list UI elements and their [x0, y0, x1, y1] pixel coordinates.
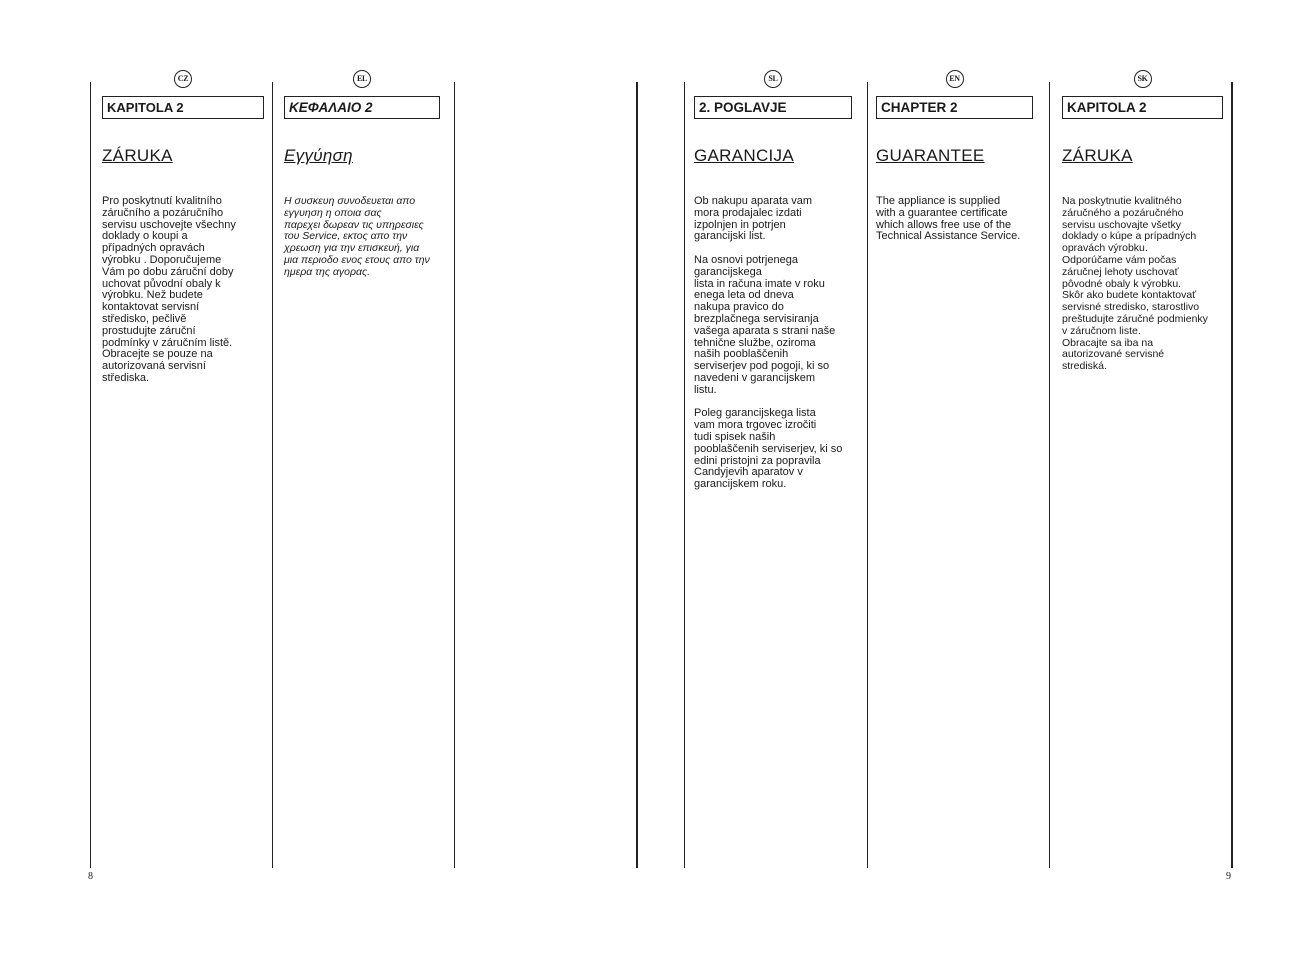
- chapter-box: 2. POGLAVJE: [694, 96, 852, 119]
- language-badge-icon: SK: [1134, 70, 1152, 88]
- section-body: Na poskytnutie kvalitného záručného a pozáručného servisu uschovajte všetky doklady o kúpe a prípadných opravách výrobku. Odporúčame vám počas záručnej lehoty uschovať pôvodné obaly k výrobku. Skôr ako budete kontaktovať servisné stredisko, starostlivo preštudujte záručné podmienky v záručnom liste. Obracajte sa iba na autorizované servisné strediská.: [1062, 195, 1208, 373]
- column-divider: [90, 82, 91, 868]
- column-divider: [684, 82, 685, 868]
- section-body: Η συσκευη συνοδευεται απο εγγυηση η οποια σας παρεχει δωρεαν τις υπηρεσιες του Service, εκτος απο την χρεωση για την επισκευή, για μια περιοδο ενος ετους απο την ημερα της αγορας.: [284, 195, 430, 278]
- section-body: Ob nakupu aparata vam mora prodajalec izdati izpolnjen in potrjen garancijski list. Na osnovi potrjenega garancijskega lista in računa imate v roku enega leta od dneva nakupa pravico do brezplačnega servisiranja vašega aparata s strani naše tehnične službe, oziroma naših pooblaščenih serviserjev pod pogoji, ki so navedeni v garancijskem listu. Poleg garancijskega lista vam mora trgovec izročiti tudi spisek naših pooblaščenih serviserjev, ki so edini pristojni za popravila Candyjevih aparatov v garancijskem roku.: [694, 195, 843, 491]
- chapter-box: KAPITOLA 2: [102, 96, 264, 119]
- page-fold-divider: [636, 82, 638, 868]
- section-body: The appliance is supplied with a guarantee certificate which allows free use of the Technical Assistance Service.: [876, 195, 1021, 243]
- section-heading: GUARANTEE: [876, 146, 985, 165]
- chapter-box: ΚΕΦΑΛΑΙΟ 2: [284, 96, 440, 119]
- page-number: 9: [1226, 871, 1231, 882]
- language-badge-icon: CZ: [174, 70, 192, 88]
- section-heading: ZÁRUKA: [102, 146, 173, 165]
- page-number: 8: [88, 871, 93, 882]
- section-heading: GARANCIJA: [694, 146, 794, 165]
- chapter-box: KAPITOLA 2: [1062, 96, 1223, 119]
- column-divider: [454, 82, 455, 868]
- language-badge-icon: EL: [353, 70, 371, 88]
- chapter-box: CHAPTER 2: [876, 96, 1033, 119]
- page-edge-divider: [1231, 82, 1233, 868]
- column-divider: [867, 82, 868, 868]
- section-heading: Εγγύηση: [284, 146, 353, 165]
- column-divider: [272, 82, 273, 868]
- column-divider: [1049, 82, 1050, 868]
- section-body: Pro poskytnutí kvalitního záručního a pozáručního servisu uschovejte všechny doklady o koupi a případných opravách výrobku . Doporučujeme Vám po dobu záruční doby uchovat původní obaly k výrobku. Než budete kontaktovat servisní středisko, pečlivě prostudujte záruční podmínky v záručním listě. Obracejte se pouze na autorizovaná servisní střediska.: [102, 195, 236, 384]
- language-badge-icon: EN: [946, 70, 964, 88]
- language-badge-icon: SL: [764, 70, 782, 88]
- section-heading: ZÁRUKA: [1062, 146, 1133, 165]
